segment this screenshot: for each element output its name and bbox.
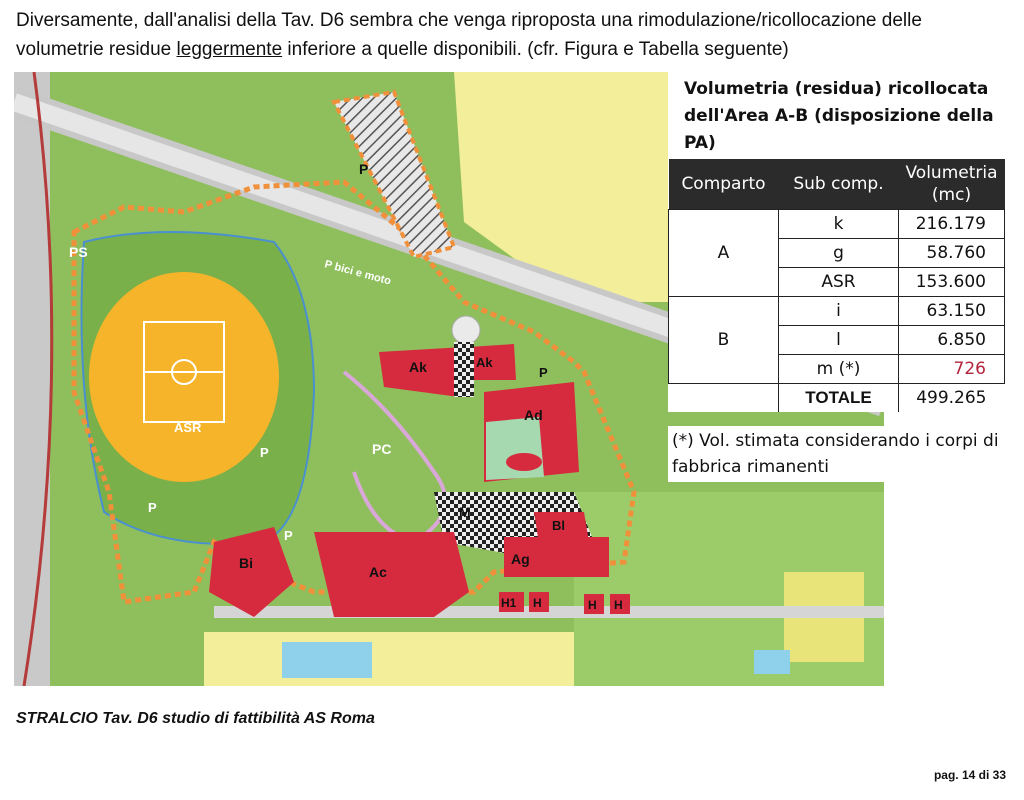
value-cell: 216.179 xyxy=(899,210,1005,239)
label-ag: Ag xyxy=(511,551,530,567)
value-cell: 63.150 xyxy=(899,297,1005,326)
total-value: 499.265 xyxy=(899,384,1005,413)
label-ac: Ac xyxy=(369,564,387,580)
intro-line-1: Diversamente, dall'analisi della Tav. D6 sembra che venga riproposta una rimodulazione/ricollocazione delle xyxy=(16,10,922,31)
label-asr: ASR xyxy=(174,420,202,435)
comparto-b: B xyxy=(669,297,779,384)
checker-strip-ak xyxy=(454,342,474,397)
value-cell: 153.600 xyxy=(899,268,1005,297)
header-comparto: Comparto xyxy=(669,159,779,210)
label-h-3: H xyxy=(614,598,623,612)
label-ad: Ad xyxy=(524,407,543,423)
sub-cell: ASR xyxy=(779,268,899,297)
blue-block-1 xyxy=(282,642,372,678)
label-p-bici: P bici e moto xyxy=(323,258,393,288)
yellow-zone-south xyxy=(204,632,574,686)
label-h1: H1 xyxy=(501,596,517,610)
label-bl: Bl xyxy=(552,518,565,533)
label-p-southwest: P xyxy=(148,500,157,515)
comparto-a: A xyxy=(669,210,779,297)
value-cell-highlight: 726 xyxy=(899,355,1005,384)
table-title: Volumetria (residua) ricollocata dell'Area A-B (disposizione della PA) xyxy=(684,79,994,153)
label-p-south: P xyxy=(284,528,293,543)
intro-paragraph xyxy=(16,6,1016,64)
intro-line-2 xyxy=(16,35,1016,64)
court-ad xyxy=(486,417,544,480)
label-p-east: P xyxy=(539,365,548,380)
oval-ad xyxy=(506,453,542,471)
sub-cell: i xyxy=(779,297,899,326)
table-row xyxy=(669,297,1005,326)
page-number: pag. 14 di 33 xyxy=(933,768,1006,782)
table-header-row xyxy=(669,159,1005,210)
label-m: M xyxy=(459,504,471,520)
intro-underlined-word: leggermente xyxy=(176,39,283,60)
total-label: TOTALE xyxy=(779,384,899,413)
figure-caption: STRALCIO Tav. D6 studio di fattibilità AS Roma xyxy=(16,710,375,727)
value-cell: 6.850 xyxy=(899,326,1005,355)
sub-cell: l xyxy=(779,326,899,355)
label-ps: PS xyxy=(69,244,88,260)
volume-table-box xyxy=(668,72,1006,412)
header-sub-comp: Sub comp. xyxy=(779,159,899,210)
building-ac xyxy=(314,532,469,617)
value-cell: 58.760 xyxy=(899,239,1005,268)
blue-block-2 xyxy=(754,650,790,674)
label-pc: PC xyxy=(372,441,392,457)
sub-cell: m (*) xyxy=(779,355,899,384)
roundabout xyxy=(452,316,480,344)
label-p-stadium: P xyxy=(260,445,269,460)
sub-cell: k xyxy=(779,210,899,239)
sub-cell: g xyxy=(779,239,899,268)
total-blank-cell xyxy=(669,384,779,413)
label-p-north: P xyxy=(359,161,369,177)
table-footnote: (*) Vol. stimata considerando i corpi di fabbrica rimanenti xyxy=(668,426,1016,482)
total-row xyxy=(669,384,1005,413)
label-h-2: H xyxy=(588,598,597,612)
table-row xyxy=(669,210,1005,239)
header-volumetria: Volumetria (mc) xyxy=(899,159,1005,210)
volume-table xyxy=(668,159,1005,412)
label-h-1: H xyxy=(533,596,542,610)
label-bi: Bi xyxy=(239,555,253,571)
intro-line-2-start: volumetrie residue xyxy=(16,39,177,60)
stadium-bowl xyxy=(89,272,279,482)
label-ak-1: Ak xyxy=(409,359,427,375)
intro-line-2-end: inferiore a quelle disponibili. (cfr. Figura e Tabella seguente) xyxy=(282,39,789,60)
label-ak-2: Ak xyxy=(476,355,493,370)
